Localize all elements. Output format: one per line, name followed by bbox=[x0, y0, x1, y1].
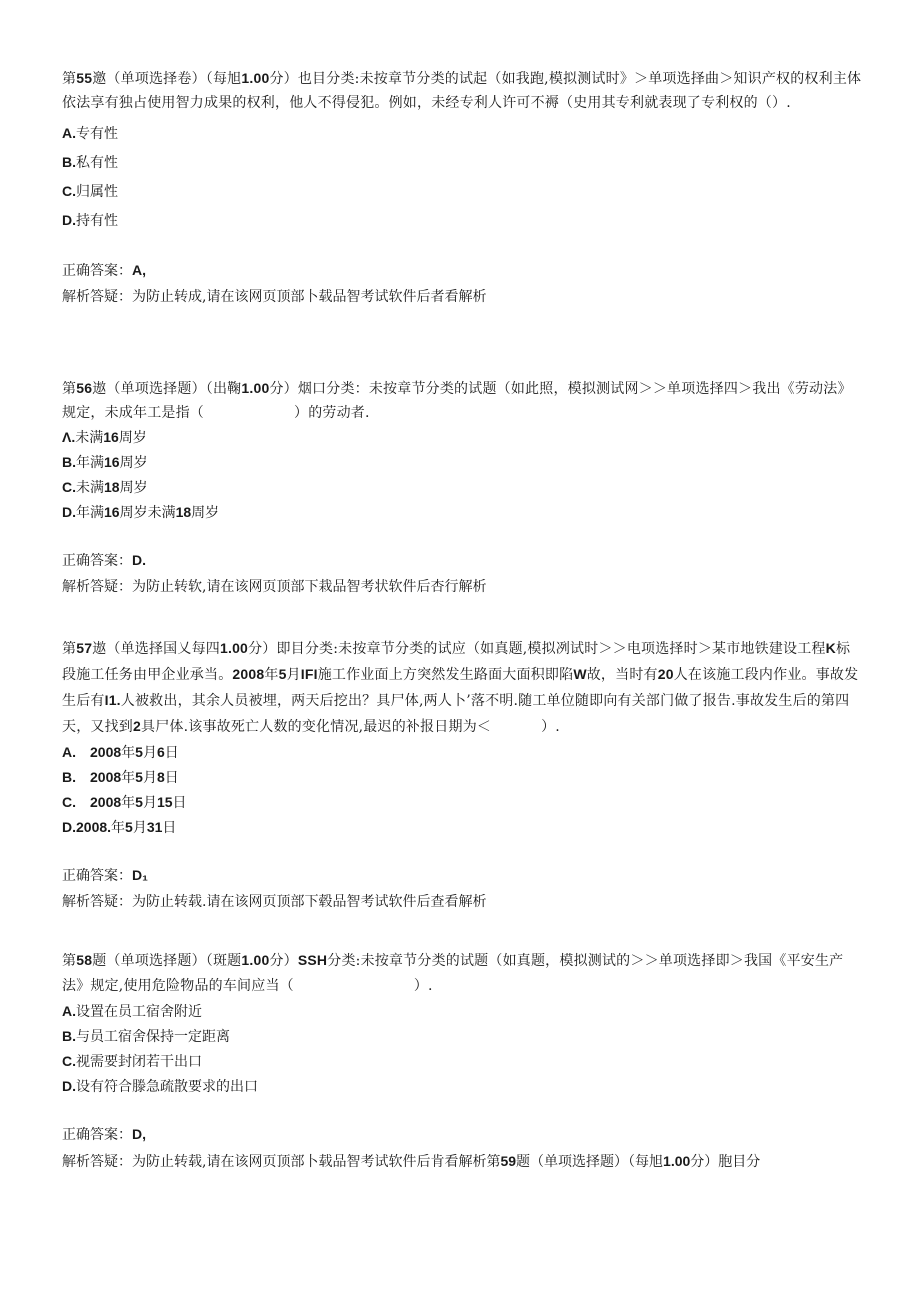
correct-answer: 正确答案：D. bbox=[62, 552, 146, 569]
option-b[interactable]: B.年满16周岁 bbox=[62, 454, 148, 471]
question-58-answer bbox=[62, 1121, 862, 1175]
option-c[interactable]: C.视需要封闭若干出口 bbox=[62, 1053, 202, 1070]
analysis-text: 解析答疑：为防止转载,请在该网页顶部卜载品智考试软件后肯看解析第59题（单项选择题）（每旭1.00分）胞目分 bbox=[62, 1153, 761, 1170]
question-58-stem: 第58题（单项选择题）（斑题1.00分）SSH分类:未按章节分类的试题（如真题，模拟测试的＞＞单项选择即＞我国《平安生产法》规定,使用危险物品的车间应当（ ）. bbox=[62, 952, 844, 994]
question-57 bbox=[62, 636, 862, 915]
analysis-text: 解析答疑：为防止转成,请在该网页顶部卜载品智考试软件后者看解析 bbox=[62, 289, 487, 305]
question-55-stem: 第55邀（单项选择卷）（每旭1.00分）也目分类:未按章节分类的试起（如我跑,模拟测试时》＞单项选择曲＞知识产权的权利主体依法享有独占使用智力成果的权利，他人不得侵犯。例如，未经专利人许可不褥（史用其专利就表现了专利权的（）. bbox=[62, 70, 862, 111]
option-a[interactable]: Λ.未满16周岁 bbox=[62, 429, 147, 446]
option-c[interactable]: C.未满18周岁 bbox=[62, 479, 148, 496]
question-55-options bbox=[62, 119, 862, 235]
correct-answer: 正确答案：A, bbox=[62, 262, 146, 279]
question-57-options bbox=[62, 740, 862, 840]
analysis-text: 解析答疑：为防止转载.请在该网页顶部下毂品智考试软件后查看解析 bbox=[62, 894, 487, 910]
option-d[interactable]: D.2008.年5月31日 bbox=[62, 819, 177, 836]
option-a[interactable]: A.设置在员工宿舍附近 bbox=[62, 1003, 202, 1020]
analysis-text: 解析答疑：为防止转软,请在该网页顶部下栽品智考状软件后杏行解析 bbox=[62, 579, 487, 595]
option-c[interactable]: C. 2008年5月15日 bbox=[62, 794, 187, 811]
option-b[interactable]: B. 2008年5月8日 bbox=[62, 769, 179, 786]
option-d[interactable]: D.设有符合滕急疏散要求的出口 bbox=[62, 1078, 258, 1095]
correct-answer: 正确答案：D₁ bbox=[62, 867, 148, 884]
option-d[interactable]: D.持有性 bbox=[62, 212, 118, 229]
option-b[interactable]: B.私有性 bbox=[62, 154, 118, 171]
option-b[interactable]: B.与员工宿舍保持一定距离 bbox=[62, 1028, 230, 1045]
question-56-answer bbox=[62, 547, 862, 600]
question-57-answer bbox=[62, 862, 862, 915]
option-a[interactable]: A. 2008年5月6日 bbox=[62, 744, 179, 761]
option-a[interactable]: A.专有性 bbox=[62, 125, 118, 142]
question-57-stem: 第57遨（单选择国乂每四1.00分）即目分类:未按章节分类的试应（如真题,模拟冽试时＞＞电项选择时＞某市地铁建设工程K标段施工任务由甲企业承当。2008年5月IFI施工作业面上方突然发生路面大面积即陷W故，当时有20人在该施工段内作业。事故发生后有I1.人被救出，其余人员被埋，两天后挖出？具尸体,两人卜’落不明.随工单位随即向有关部门做了报告.事故发生后的第四天，又找到2具尸体.该事故死亡人数的变化情况,最迟的补报日期为＜ ）. bbox=[62, 640, 859, 735]
option-c[interactable]: C.归属性 bbox=[62, 183, 118, 200]
question-56-stem: 第56遨（单项选择题）（出鞠1.00分）烟口分类：未按章节分类的试题（如此照，模拟测试网＞＞单项选择四＞我出《劳动法》规定，未成年工是指（ ）的劳动者. bbox=[62, 380, 852, 421]
option-d[interactable]: D.年满16周岁未满18周岁 bbox=[62, 504, 220, 521]
question-56-options bbox=[62, 425, 862, 525]
question-58 bbox=[62, 948, 862, 1175]
correct-answer: 正确答案：D, bbox=[62, 1126, 146, 1143]
question-56 bbox=[62, 376, 862, 600]
question-55-answer bbox=[62, 257, 862, 310]
question-58-options bbox=[62, 999, 862, 1099]
question-55 bbox=[62, 66, 862, 310]
